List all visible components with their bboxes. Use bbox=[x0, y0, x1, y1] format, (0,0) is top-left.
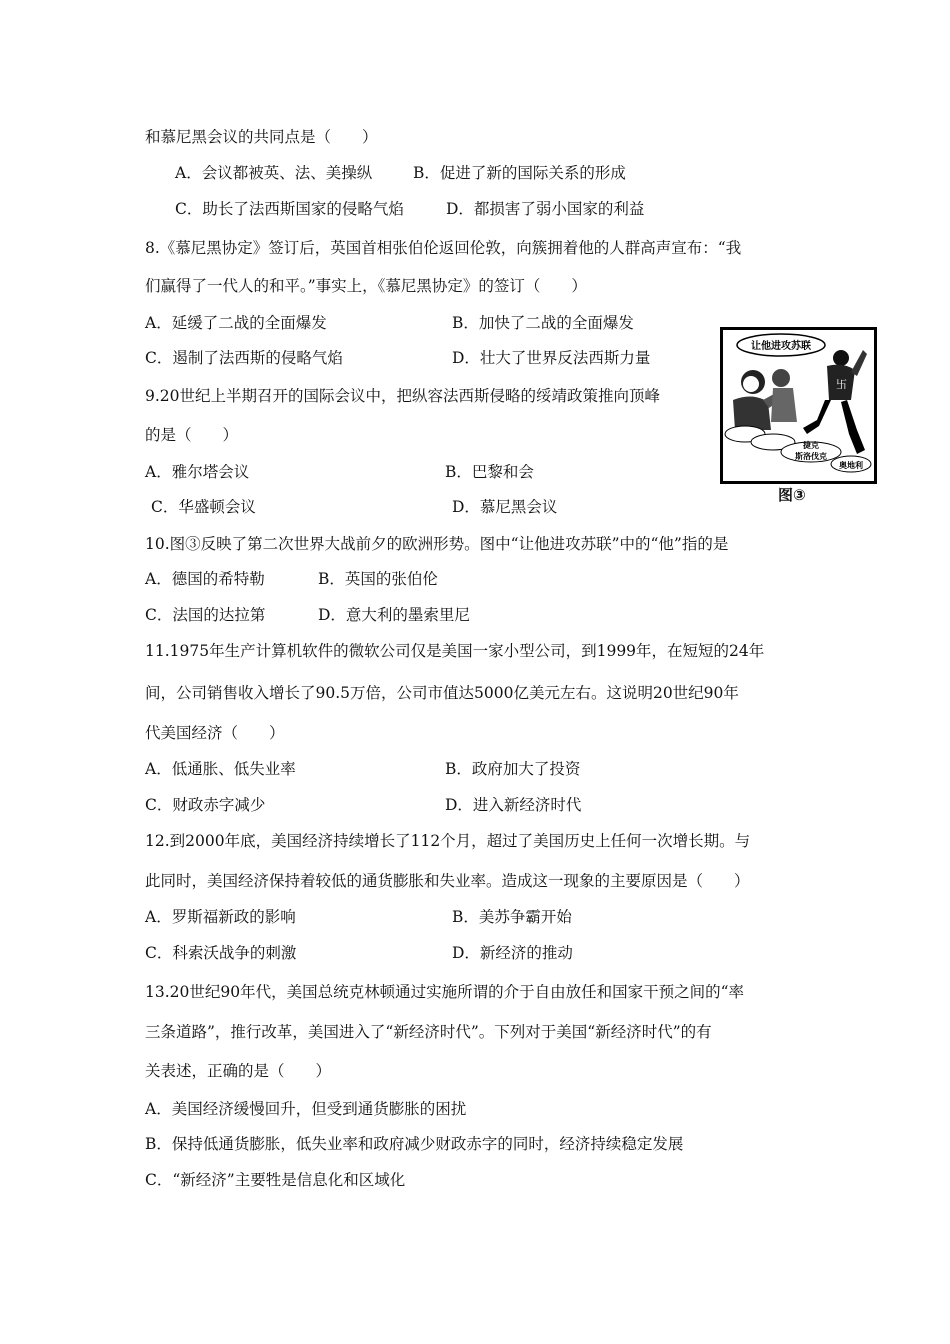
q13-stem-line1: 13.20世纪90年代，美国总统克林顿通过实施所谓的介于自由放任和国家干预之间的“率 bbox=[145, 983, 745, 1001]
q13-option-c: C．“新经济”主要牲是信息化和区域化 bbox=[145, 1171, 406, 1189]
q8-option-b: B．加快了二战的全面爆发 bbox=[452, 314, 634, 332]
q12-option-d: D．新经济的推动 bbox=[452, 944, 573, 962]
ground-label-3: 奥地利 bbox=[839, 461, 863, 470]
q9-stem-line2: 的是（ ） bbox=[145, 426, 239, 444]
q10-option-a: A．德国的希特勒 bbox=[145, 570, 265, 588]
q13-option-b: B．保持低通货膨胀，低失业率和政府减少财政赤字的同时，经济持续稳定发展 bbox=[145, 1135, 684, 1153]
q8-stem-line2: 们赢得了一代人的和平。”事实上，《慕尼黑协定》的签订（ ） bbox=[145, 277, 587, 295]
q11-stem-line3: 代美国经济（ ） bbox=[145, 724, 285, 742]
q11-option-a: A．低通胀、低失业率 bbox=[145, 760, 296, 778]
q8-option-c: C．遏制了法西斯的侵略气焰 bbox=[145, 349, 343, 367]
q7-option-d: D．都损害了弱小国家的利益 bbox=[446, 200, 645, 218]
q9-option-b: B．巴黎和会 bbox=[445, 463, 534, 481]
q12-stem-line2: 此同时，美国经济保持着较低的通货膨胀和失业率。造成这一现象的主要原因是（ ） bbox=[145, 872, 750, 890]
q7-option-b: B．促进了新的国际关系的形成 bbox=[413, 164, 626, 182]
q7-option-a: A．会议都被英、法、美操纵 bbox=[175, 164, 373, 182]
q12-option-a: A．罗斯福新政的影响 bbox=[145, 908, 296, 926]
q13-stem-line3: 关表述，正确的是（ ） bbox=[145, 1062, 332, 1080]
q10-option-c: C．法国的达拉第 bbox=[145, 606, 266, 624]
q8-stem-line1: 8.《慕尼黑协定》签订后，英国首相张伯伦返回伦敦，向簇拥着他的人群高声宣布：“我 bbox=[145, 239, 742, 257]
q8-option-d: D．壮大了世界反法西斯力量 bbox=[452, 349, 651, 367]
swastika-icon: 卐 bbox=[836, 378, 847, 391]
q9-option-c: C．华盛顿会议 bbox=[151, 498, 256, 516]
q11-option-b: B．政府加大了投资 bbox=[445, 760, 581, 778]
q9-option-a: A．雅尔塔会议 bbox=[145, 463, 250, 481]
ground-label-2: 斯洛伐克 bbox=[795, 452, 827, 461]
q9-option-d: D．慕尼黑会议 bbox=[452, 498, 558, 516]
q7-option-c: C．助长了法西斯国家的侵略气焰 bbox=[175, 200, 404, 218]
q11-stem-line1: 11.1975年生产计算机软件的微软公司仅是美国一家小型公司，到1999年，在短短的24年 bbox=[145, 642, 765, 660]
q13-option-a: A．美国经济缓慢回升，但受到通货膨胀的困扰 bbox=[145, 1100, 467, 1118]
q9-stem-line1: 9.20世纪上半期召开的国际会议中，把纵容法西斯侵略的绥靖政策推向顶峰 bbox=[145, 387, 661, 405]
q12-stem-line1: 12.到2000年底，美国经济持续增长了112个月，超过了美国历史上任何一次增长期。与 bbox=[145, 832, 751, 850]
ground-label-1: 捷克 bbox=[803, 441, 819, 450]
bubble-text: 让他进攻苏联 bbox=[751, 341, 811, 352]
figure-cartoon bbox=[720, 327, 877, 484]
q11-option-d: D．进入新经济时代 bbox=[445, 796, 582, 814]
q10-option-d: D．意大利的墨索里尼 bbox=[318, 606, 470, 624]
q13-stem-line2: 三条道路”，推行改革，美国进入了“新经济时代”。下列对于美国“新经济时代”的有 bbox=[145, 1023, 712, 1041]
figure-caption: 图③ bbox=[778, 486, 806, 504]
q11-option-c: C．财政赤字减少 bbox=[145, 796, 266, 814]
q10-stem: 10.图③反映了第二次世界大战前夕的欧洲形势。图中“让他进攻苏联”中的“他”指的是 bbox=[145, 535, 729, 553]
q8-option-a: A．延缓了二战的全面爆发 bbox=[145, 314, 327, 332]
q12-option-b: B．美苏争霸开始 bbox=[452, 908, 572, 926]
cartoon-illustration bbox=[723, 330, 874, 481]
q10-option-b: B．英国的张伯伦 bbox=[318, 570, 438, 588]
q7-stem: 和慕尼黑会议的共同点是（ ） bbox=[145, 128, 378, 146]
q12-option-c: C．科索沃战争的刺激 bbox=[145, 944, 297, 962]
q11-stem-line2: 间，公司销售收入增长了90.5万倍，公司市值达5000亿美元左右。这说明20世纪90年 bbox=[145, 684, 739, 702]
